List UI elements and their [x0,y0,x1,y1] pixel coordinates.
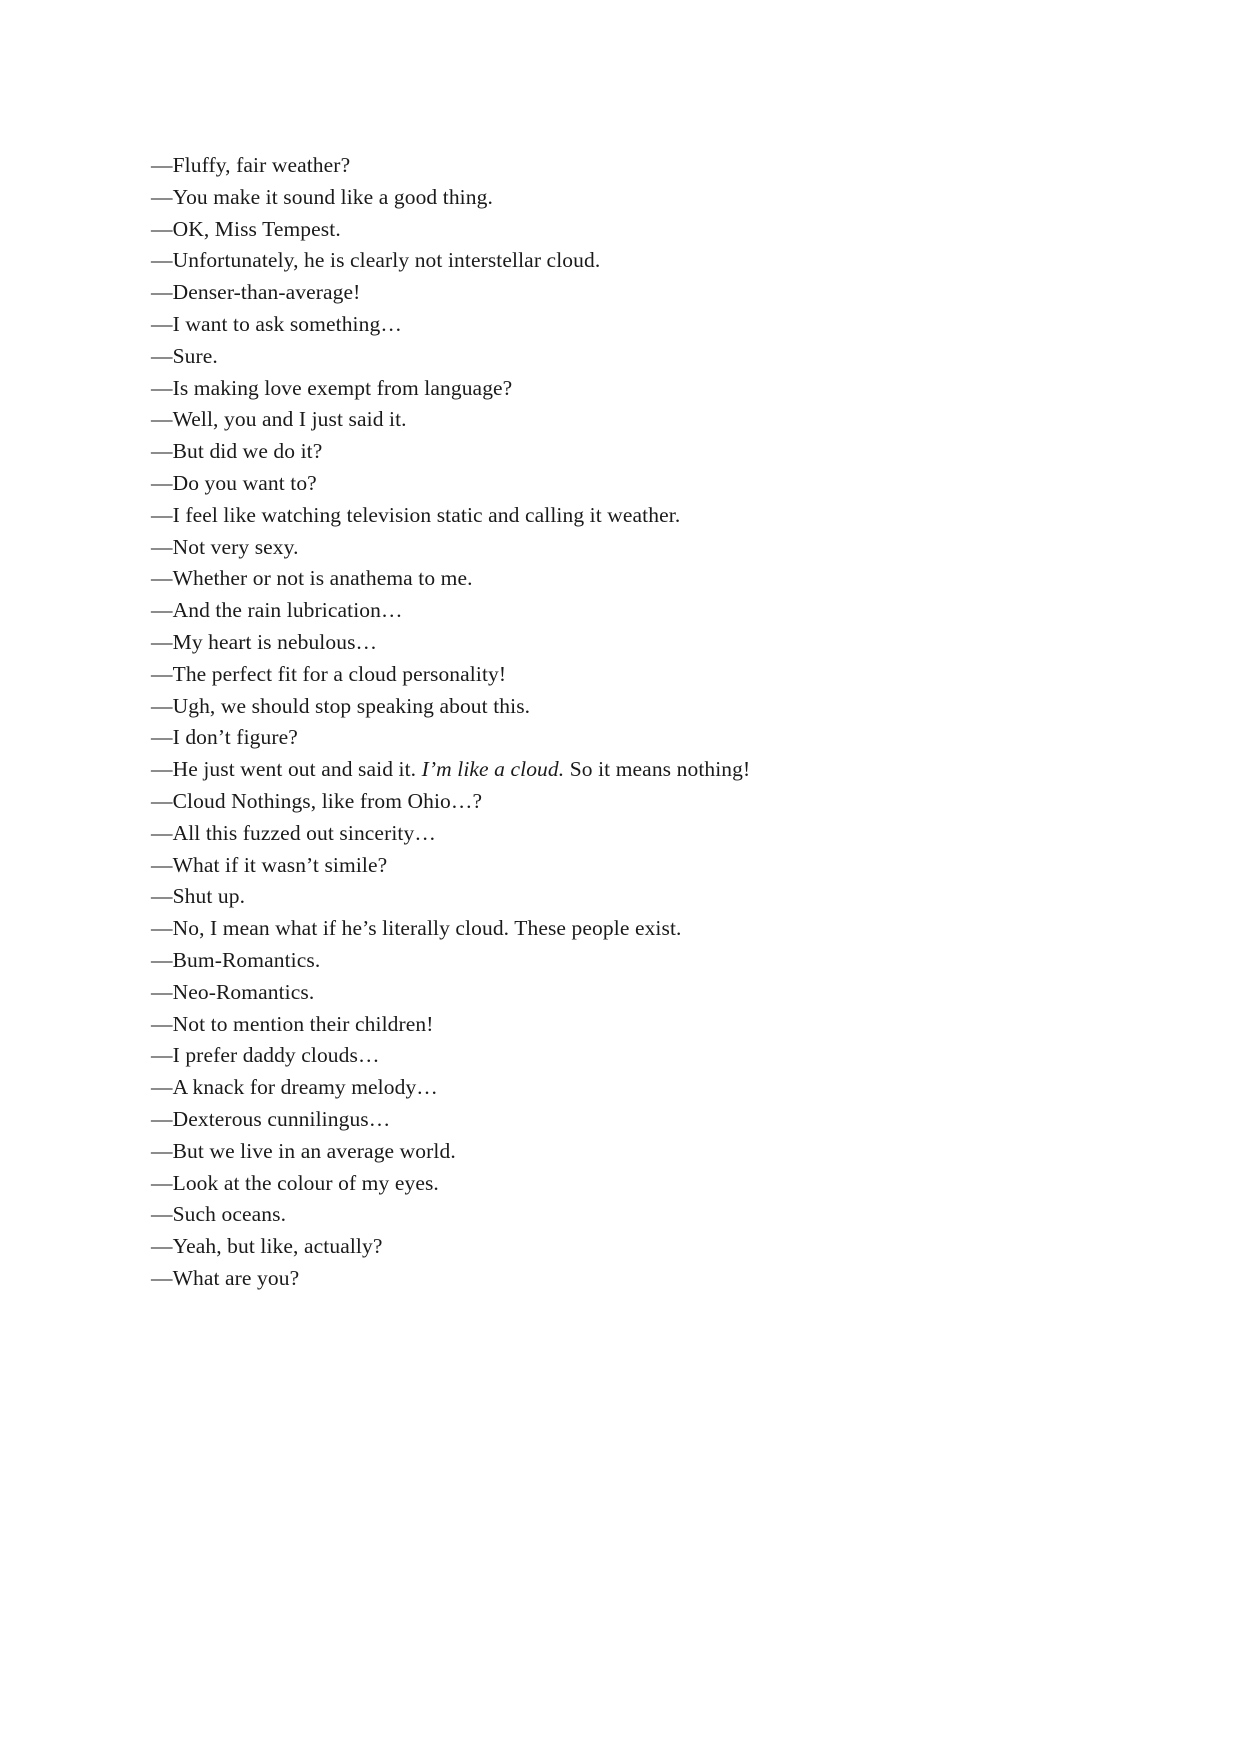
dialogue-line: —Shut up. [151,884,246,909]
dialogue-line: —What are you? [151,1265,300,1290]
dialogue-line: —Neo-Romantics. [151,979,315,1004]
dialogue-line: —Well, you and I just said it. [151,407,407,432]
dialogue-line: —I want to ask something… [151,311,402,336]
dialogue-line: —What if it wasn’t simile? [151,852,388,877]
dialogue-line: —Not to mention their children! [151,1011,434,1036]
dialogue-list [151,150,1111,1295]
dialogue-line: —I don’t figure? [151,725,298,750]
dialogue-line: —Fluffy, fair weather? [151,153,351,177]
dialogue-line: —Not very sexy. [151,534,299,559]
dialogue-line: —No, I mean what if he’s literally cloud. These people exist. [151,916,682,941]
dialogue-line: —Such oceans. [151,1202,287,1227]
dialogue-line: —Bum-Romantics. [151,947,321,972]
dialogue-line: —Whether or not is anathema to me. [151,566,473,591]
dialogue-line: —Is making love exempt from language? [151,375,513,400]
dialogue-line: —The perfect fit for a cloud personality! [151,661,507,686]
dialogue-line: —Dexterous cunnilingus… [151,1106,391,1131]
dialogue-line: —OK, Miss Tempest. [151,216,341,241]
dialogue-line: —Ugh, we should stop speaking about this. [151,693,531,718]
dialogue-line: —Look at the colour of my eyes. [151,1170,439,1195]
dialogue-line: —Denser-than-average! [151,280,361,305]
dialogue-line: —A knack for dreamy melody… [151,1075,438,1100]
dialogue-line: —All this fuzzed out sincerity… [151,820,436,845]
dialogue-line: —But did we do it? [151,439,323,464]
dialogue-line: —I prefer daddy clouds… [151,1043,380,1068]
dialogue-line: —Do you want to? [151,470,317,495]
dialogue-line: —Cloud Nothings, like from Ohio…? [151,788,483,813]
line-segment: So it means nothing! [564,757,751,782]
dialogue-line: —You make it sound like a good thing. [151,184,493,209]
dialogue-line: —My heart is nebulous… [151,629,378,654]
dialogue-line: —Sure. [151,343,218,368]
dialogue-line: —And the rain lubrication… [151,598,403,623]
dialogue-line: —But we live in an average world. [151,1138,456,1163]
italic-phrase: I’m like a cloud. [421,757,565,782]
line-segment: —He just went out and said it. [151,757,422,782]
dialogue-line: —I feel like watching television static and calling it weather. [151,502,681,527]
dialogue-line [151,754,1111,786]
dialogue-line: —Yeah, but like, actually? [151,1234,383,1259]
dialogue-line: —Unfortunately, he is clearly not interstellar cloud. [151,248,601,273]
